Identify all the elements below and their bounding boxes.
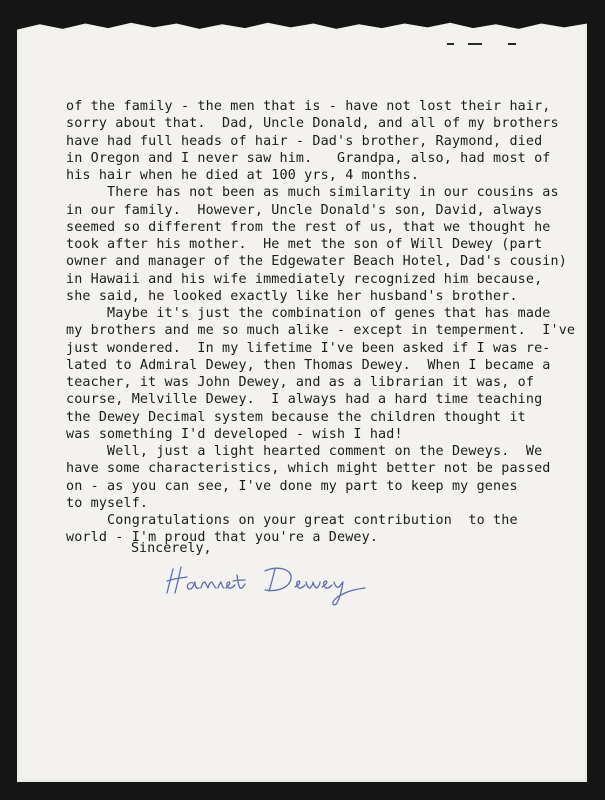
letter-line: lated to Admiral Dewey, then Thomas Dewey. When I became a [66, 357, 551, 373]
letter-line: on - as you can see, I've done my part to keep my genes [66, 478, 518, 494]
handwritten-signature [165, 555, 405, 610]
letter-line: took after his mother. He met the son of Will Dewey (part [66, 237, 543, 252]
letter-line: in Hawaii and his wife immediately recognized him because, [66, 271, 543, 287]
letter-line: of the family - the men that is - have not lost their hair, [66, 99, 551, 114]
letter-line: in our family. However, Uncle Donald's son, David, always [66, 202, 543, 218]
letter-line: There has not been as much similarity in our cousins as [66, 185, 559, 201]
letter-line: was something I'd developed - wish I had! [66, 426, 403, 442]
paper-mark [447, 43, 454, 45]
paper-mark [508, 43, 516, 45]
letter-line: to myself. [66, 495, 149, 511]
letter-line: the Dewey Decimal system because the children thought it [66, 409, 526, 425]
letter-body [66, 98, 586, 547]
letter-line: my brothers and me so much alike - except in temperment. I've [66, 323, 576, 339]
letter-line: in Oregon and I never saw him. Grandpa, also, had most of [66, 150, 551, 166]
letter-line: Congratulations on your great contribution to the [66, 513, 518, 528]
letter-line: Maybe it's just the combination of genes that has made [66, 306, 551, 321]
letter-line: she said, he looked exactly like her husband's brother. [66, 288, 518, 304]
letter-line: Well, just a light hearted comment on the Deweys. We [66, 444, 543, 459]
letter-line: sorry about that. Dad, Uncle Donald, and all of my brothers [66, 116, 559, 132]
paper-mark [468, 43, 482, 45]
letter-line: his hair when he died at 100 yrs, 4 months. [66, 168, 420, 183]
letter-line: world - I'm proud that you're a Dewey. [66, 530, 379, 546]
letter-line: have some characteristics, which might better not be passed [66, 461, 551, 477]
letter-line: just wondered. In my lifetime I've been asked if I was re- [66, 340, 551, 356]
letter-line: seemed so different from the rest of us, that we thought he [66, 219, 551, 235]
closing-salutation: Sincerely, [131, 541, 212, 556]
letter-line: have had full heads of hair - Dad's brother, Raymond, died [66, 133, 543, 149]
letter-line: teacher, it was John Dewey, and as a librarian it was, of [66, 375, 535, 390]
letter-line: owner and manager of the Edgewater Beach Hotel, Dad's cousin) [66, 254, 567, 270]
letter-line: course, Melville Dewey. I always had a hard time teaching [66, 392, 543, 408]
